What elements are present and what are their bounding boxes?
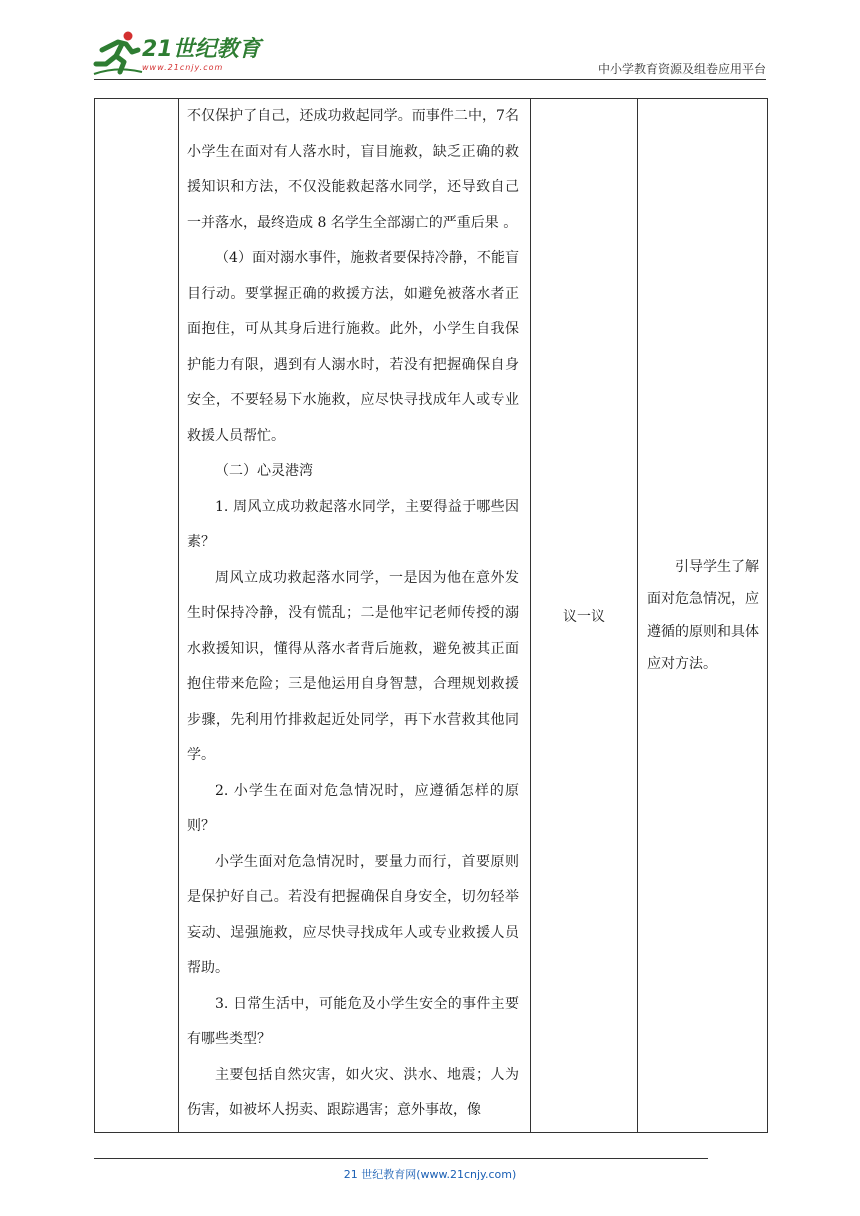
lesson-table (94, 98, 768, 1133)
activity-label: 议一议 (563, 608, 605, 625)
question: 2. 小学生在面对危急情况时，应遵循怎样的原则？ (187, 782, 519, 834)
table-row (95, 99, 768, 1133)
content-cell (179, 99, 531, 1133)
answer: 小学生面对危急情况时，要量力而行，首要原则是保护好自己。若没有把握确保自身安全，切勿轻举妄动、逞强施救，应尽快寻找成年人或专业救援人员帮助。 (187, 853, 519, 976)
empty-cell (95, 99, 179, 1133)
page-header (0, 0, 860, 80)
platform-name: 中小学教育资源及组卷应用平台 (597, 62, 766, 76)
logo-url: www.21cnjy.com (142, 63, 224, 72)
runner-logo-icon (92, 30, 144, 76)
activity-cell (531, 99, 638, 1133)
answer: 周风立成功救起落水同学，一是因为他在意外发生时保持冷静，没有慌乱；二是他牢记老师传授的溺水救援知识，懂得从落水者背后施救，避免被其正面抱住带来危险；三是他运用自身智慧，合理规划救援步骤，先利用竹排救起近处同学，再下水营救其他同学。 (187, 569, 519, 763)
intent-text: 引导学生了解面对危急情况，应遵循的原则和具体应对方法。 (647, 558, 759, 672)
site-logo (92, 30, 272, 80)
logo-text: 21世纪教育 (142, 37, 261, 62)
question: 1. 周风立成功救起落水同学，主要得益于哪些因素？ (187, 498, 519, 550)
paragraph: （4）面对溺水事件，施救者要保持冷静，不能盲目行动。要掌握正确的救援方法，如避免被落水者正面抱住，可从其身后进行施救。此外，小学生自我保护能力有限，遇到有人溺水时，若没有把握确保自身安全，不要轻易下水施救，应尽快寻找成年人或专业救援人员帮忙。 (187, 250, 519, 444)
section-heading: （二）心灵港湾 (215, 463, 313, 479)
question: 3. 日常生活中，可能危及小学生安全的事件主要有哪些类型？ (187, 995, 519, 1047)
page-footer: 21 世纪教育网(www.21cnjy.com) (343, 1168, 517, 1181)
footer-divider (94, 1158, 708, 1159)
header-divider (94, 79, 766, 80)
paragraph: 不仅保护了自己，还成功救起同学。而事件二中，7名小学生在面对有人落水时，盲目施救，缺乏正确的救援知识和方法，不仅没能救起落水同学，还导致自己一并落水，最终造成 8 名学生全部溺亡的严重后果 。 (187, 108, 519, 231)
answer: 主要包括自然灾害，如火灾、洪水、地震；人为伤害，如被坏人拐卖、跟踪遇害；意外事故，像 (187, 1066, 519, 1118)
intent-cell (638, 99, 768, 1133)
